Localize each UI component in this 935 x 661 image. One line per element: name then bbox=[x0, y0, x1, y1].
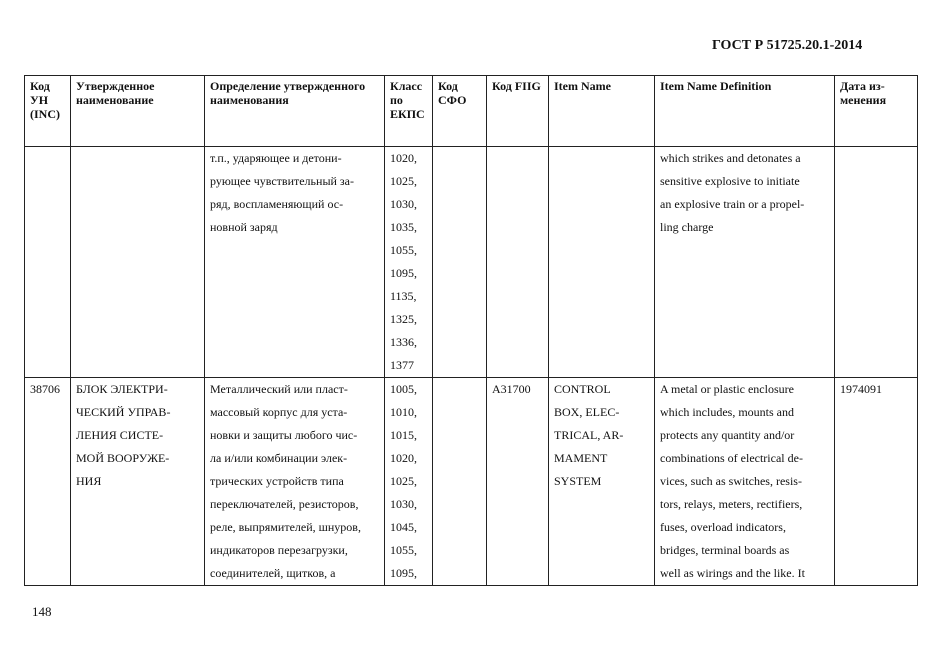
text-line: 1010, bbox=[390, 405, 417, 419]
cell-sfo-code bbox=[433, 378, 487, 586]
text-line: 1005, bbox=[390, 382, 417, 396]
header-inc-code: Код УН (INC) bbox=[25, 76, 71, 147]
header-change-date: Дата из- менения bbox=[835, 76, 918, 147]
inc-table bbox=[24, 75, 918, 586]
text-line bbox=[492, 147, 545, 170]
text-line: ЛЕНИЯ СИСТЕ- bbox=[76, 428, 164, 442]
text-line: well as wirings and the like. It bbox=[660, 566, 805, 580]
text-line: 1020, bbox=[390, 151, 417, 165]
cell-fiig-code bbox=[487, 147, 549, 378]
cell-name-definition bbox=[205, 378, 385, 586]
text-line: массовый корпус для уста- bbox=[210, 405, 348, 419]
header-item-name-definition: Item Name Definition bbox=[655, 76, 835, 147]
text-line: 1020, bbox=[390, 451, 417, 465]
cell-inc-code bbox=[25, 147, 71, 378]
cell-change-date bbox=[835, 147, 918, 378]
text-line: which includes, mounts and bbox=[660, 405, 794, 419]
header-name-definition: Определение утвержденного наименования bbox=[205, 76, 385, 147]
page-number: 148 bbox=[32, 604, 52, 619]
text-line: A31700 bbox=[492, 382, 531, 396]
header-item-name: Item Name bbox=[549, 76, 655, 147]
text-line: 1095, bbox=[390, 566, 417, 580]
text-line: which strikes and detonates a bbox=[660, 151, 801, 165]
text-line: combinations of electrical de- bbox=[660, 451, 803, 465]
cell-item-name bbox=[549, 378, 655, 586]
cell-item-name-definition bbox=[655, 378, 835, 586]
text-line: 1030, bbox=[390, 197, 417, 211]
text-line: 1377 bbox=[390, 358, 414, 372]
text-line: 1095, bbox=[390, 266, 417, 280]
text-line: трических устройств типа bbox=[210, 474, 344, 488]
text-line: 1974091 bbox=[840, 382, 882, 396]
text-line: 1025, bbox=[390, 174, 417, 188]
text-line: т.п., ударяющее и детони- bbox=[210, 151, 342, 165]
text-line: fuses, overload indicators, bbox=[660, 520, 786, 534]
text-line: tors, relays, meters, rectifiers, bbox=[660, 497, 803, 511]
text-line: an explosive train or a propel- bbox=[660, 197, 805, 211]
cell-approved-name bbox=[71, 147, 205, 378]
text-line: 1045, bbox=[390, 520, 417, 534]
text-line: реле, выпрямителей, шнуров, bbox=[210, 520, 361, 534]
text-line: индикаторов перезагрузки, bbox=[210, 543, 348, 557]
text-line: 1035, bbox=[390, 220, 417, 234]
header-approved-name: Утвержденное наименование bbox=[71, 76, 205, 147]
text-line: НИЯ bbox=[76, 474, 102, 488]
text-line: CONTROL bbox=[554, 382, 611, 396]
text-line: TRICAL, AR- bbox=[554, 428, 624, 442]
table-header-row bbox=[25, 76, 918, 147]
cell-name-definition bbox=[205, 147, 385, 378]
text-line: ла и/или комбинации элек- bbox=[210, 451, 348, 465]
text-line: новки и защиты любого чис- bbox=[210, 428, 358, 442]
text-line: 1336, bbox=[390, 335, 417, 349]
header-class: Класс по ЕКПС bbox=[385, 76, 433, 147]
text-line: новной заряд bbox=[210, 220, 278, 234]
text-line bbox=[438, 147, 483, 170]
text-line: BOX, ELEC- bbox=[554, 405, 620, 419]
text-line: A metal or plastic enclosure bbox=[660, 382, 794, 396]
text-line: MAMENT bbox=[554, 451, 608, 465]
text-line: protects any quantity and/or bbox=[660, 428, 795, 442]
text-line: 1135, bbox=[390, 289, 417, 303]
text-line: рующее чувствительный за- bbox=[210, 174, 354, 188]
text-line: vices, such as switches, resis- bbox=[660, 474, 802, 488]
text-line bbox=[840, 147, 914, 170]
cell-item-name-definition bbox=[655, 147, 835, 378]
text-line: 1025, bbox=[390, 474, 417, 488]
text-line: 1055, bbox=[390, 243, 417, 257]
table-row bbox=[25, 378, 918, 586]
cell-class bbox=[385, 378, 433, 586]
text-line: 1325, bbox=[390, 312, 417, 326]
header-sfo-code: Код СФО bbox=[433, 76, 487, 147]
text-line: соединителей, щитков, а bbox=[210, 566, 336, 580]
text-line bbox=[438, 378, 483, 401]
text-line: переключателей, резисторов, bbox=[210, 497, 359, 511]
text-line bbox=[30, 147, 67, 170]
text-line: 38706 bbox=[30, 382, 60, 396]
text-line: 1055, bbox=[390, 543, 417, 557]
cell-sfo-code bbox=[433, 147, 487, 378]
text-line: МОЙ ВООРУЖЕ- bbox=[76, 451, 170, 465]
text-line: БЛОК ЭЛЕКТРИ- bbox=[76, 382, 168, 396]
text-line: 1015, bbox=[390, 428, 417, 442]
cell-approved-name bbox=[71, 378, 205, 586]
text-line: ЧЕСКИЙ УПРАВ- bbox=[76, 405, 171, 419]
cell-change-date bbox=[835, 378, 918, 586]
document-title: ГОСТ Р 51725.20.1-2014 bbox=[712, 38, 863, 53]
text-line: bridges, terminal boards as bbox=[660, 543, 790, 557]
text-line: ряд, воспламеняющий ос- bbox=[210, 197, 344, 211]
text-line: ling charge bbox=[660, 220, 714, 234]
cell-fiig-code bbox=[487, 378, 549, 586]
text-line: SYSTEM bbox=[554, 474, 602, 488]
cell-item-name bbox=[549, 147, 655, 378]
table-row bbox=[25, 147, 918, 378]
cell-inc-code bbox=[25, 378, 71, 586]
header-fiig-code: Код FIIG bbox=[487, 76, 549, 147]
cell-class bbox=[385, 147, 433, 378]
text-line: Металлический или пласт- bbox=[210, 382, 348, 396]
text-line: 1030, bbox=[390, 497, 417, 511]
text-line: sensitive explosive to initiate bbox=[660, 174, 800, 188]
